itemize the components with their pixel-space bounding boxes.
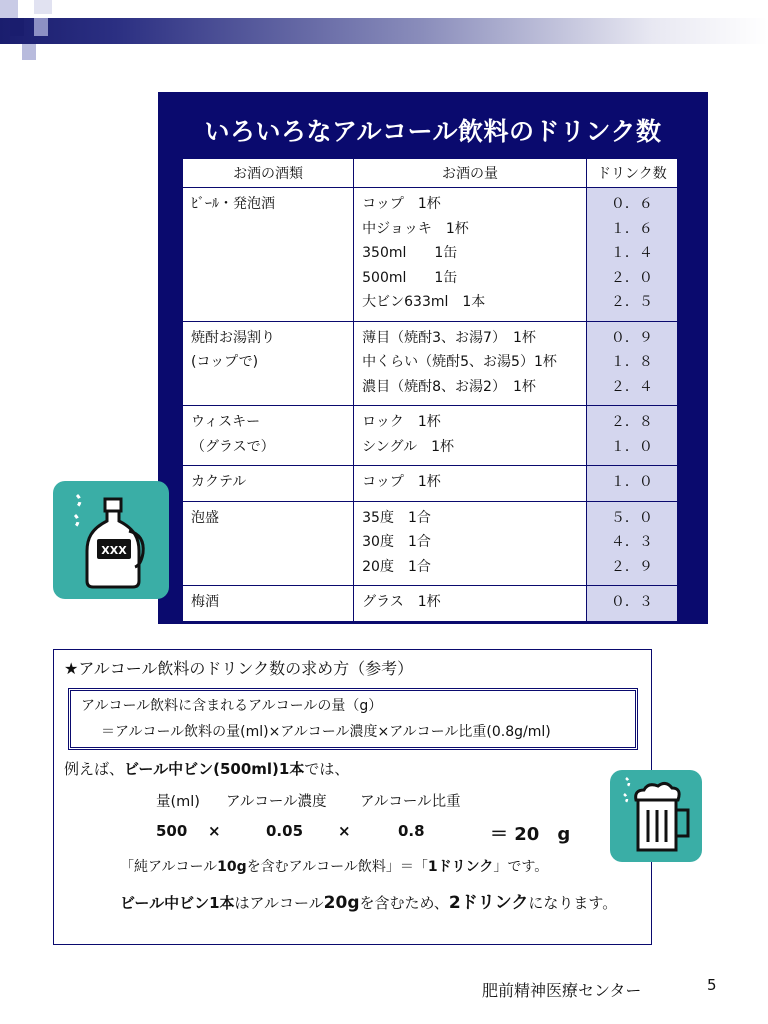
drinks-cell [586,586,677,622]
column-header: お酒の酒類 [183,159,354,188]
amount-text: コップ 1杯 [362,196,441,212]
type-cell [183,466,354,502]
example-suffix: では、 [304,760,350,778]
calc-result: ＝ 20 g [490,824,571,845]
table-row [183,406,678,466]
type-text: カクテル [191,474,247,490]
type-text: 梅酒 [191,594,219,610]
type-text: （グラスで） [191,438,275,455]
drinks-cell [586,501,677,586]
calc-value: 500 [156,822,188,840]
corner-square [34,18,48,36]
formula-box [68,688,638,750]
table-row [183,188,678,322]
note-text: 「純アルコール [120,859,218,875]
note-text: 」です。 [493,859,549,875]
amount-text: 30度 1合 [362,534,431,550]
amount-cell [354,466,587,502]
drinks-cell [586,406,677,466]
amount-text: 中くらい（焼酎5、お湯5）1杯 [362,354,557,370]
formula-line: ＝アルコール飲料の量(ml)×アルコール濃度×アルコール比重(0.8g/ml) [101,724,551,740]
note-text: はアルコール [234,894,324,912]
corner-square [10,18,24,36]
bottle-icon [53,481,169,599]
amount-text: シングル 1杯 [362,438,454,455]
table-row [183,586,678,622]
type-text: 泡盛 [191,509,219,526]
page-title: いろいろなアルコール飲料のドリンク数 [204,117,662,146]
table-row [183,321,678,406]
drinks-value: ２．５ [610,294,653,310]
amount-cell [354,321,587,406]
amount-cell [354,406,587,466]
type-cell [183,406,354,466]
drinks-value: ２．８ [610,414,653,430]
page-number: 5 [707,976,717,994]
corner-square [34,0,52,14]
amount-text: 大ビン633ml 1本 [362,294,486,310]
factor-label: アルコール比重 [360,794,461,810]
drink-table-panel [158,92,708,624]
type-cell [183,188,354,322]
drinks-value: ０．６ [610,196,653,212]
beer-mug-icon [610,770,702,862]
drinks-value: ０．９ [610,329,653,346]
corner-square [0,0,18,18]
factor-label: 量(ml) [156,794,200,810]
definition-note [120,856,548,876]
note-bold: 2ドリンク [448,893,529,913]
type-cell [183,321,354,406]
note-bold: ビール中ビン1本 [120,894,235,912]
example-text [64,758,349,779]
table-row [183,501,678,586]
calc-value: 0.8 [398,822,425,840]
drinks-value: ０．３ [610,594,653,610]
amount-text: 350ml 1缶 [362,245,458,261]
drinks-cell [586,321,677,406]
note-text: になります。 [528,894,618,912]
example-prefix: 例えば、 [64,760,125,778]
amount-cell [354,501,587,586]
drinks-value: １．８ [610,354,653,370]
corner-square [22,44,36,60]
formula-line: アルコール飲料に含まれるアルコールの量（g） [81,698,383,714]
column-header: お酒の量 [354,159,587,188]
type-text: ウィスキー [191,414,261,430]
type-cell [183,501,354,586]
drinks-value: ２．０ [610,269,653,286]
drinks-cell [586,188,677,322]
method-title: ★アルコール飲料のドリンク数の求め方（参考） [64,659,414,678]
drink-table [182,158,678,622]
note-text: を含むため、 [359,894,449,912]
amount-text: 中ジョッキ 1杯 [362,220,469,237]
calc-operator: × [338,822,351,840]
calc-value: 0.05 [266,822,304,840]
drinks-value: １．４ [610,245,653,261]
drinks-value: ５．０ [610,509,653,526]
type-text: (コップで) [191,354,259,370]
table-row [183,466,678,502]
drinks-value: ４．３ [610,534,653,550]
drinks-value: １．０ [610,474,653,490]
amount-text: グラス 1杯 [362,594,441,610]
drinks-value: １．０ [610,438,653,455]
amount-text: 濃目（焼酎8、お湯2） 1杯 [362,378,536,395]
amount-cell [354,586,587,622]
drinks-value: １．６ [610,220,653,237]
factor-label: アルコール濃度 [226,794,327,810]
amount-text: ロック 1杯 [362,414,441,430]
calc-operator: × [208,822,221,840]
amount-text: 500ml 1缶 [362,269,458,286]
calculation-method-box [53,649,652,945]
amount-text: 20度 1合 [362,558,431,575]
amount-text: コップ 1杯 [362,474,441,490]
footer-organization: 肥前精神医療センター [482,981,642,1000]
drinks-cell [586,466,677,502]
drinks-value: ２．９ [610,558,653,575]
conclusion-note [120,888,617,913]
header-gradient-bar [0,18,768,44]
table-header-row [183,159,678,188]
drinks-value: ２．４ [610,378,653,395]
bottle-label: XXX [101,544,127,557]
note-text: を含むアルコール飲料」＝「 [246,859,428,875]
amount-text: 薄目（焼酎3、お湯7） 1杯 [362,329,536,346]
type-text: ﾋﾞｰﾙ・発泡酒 [191,196,275,212]
column-header: ドリンク数 [586,159,677,188]
example-bold: ビール中ビン(500ml)1本 [124,760,305,778]
type-text: 焼酎お湯割り [191,329,275,346]
amount-text: 35度 1合 [362,509,431,526]
note-bold: 10g [217,859,247,875]
amount-cell [354,188,587,322]
note-bold: 20g [323,893,360,913]
type-cell [183,586,354,622]
note-bold: 1ドリンク [427,859,494,875]
